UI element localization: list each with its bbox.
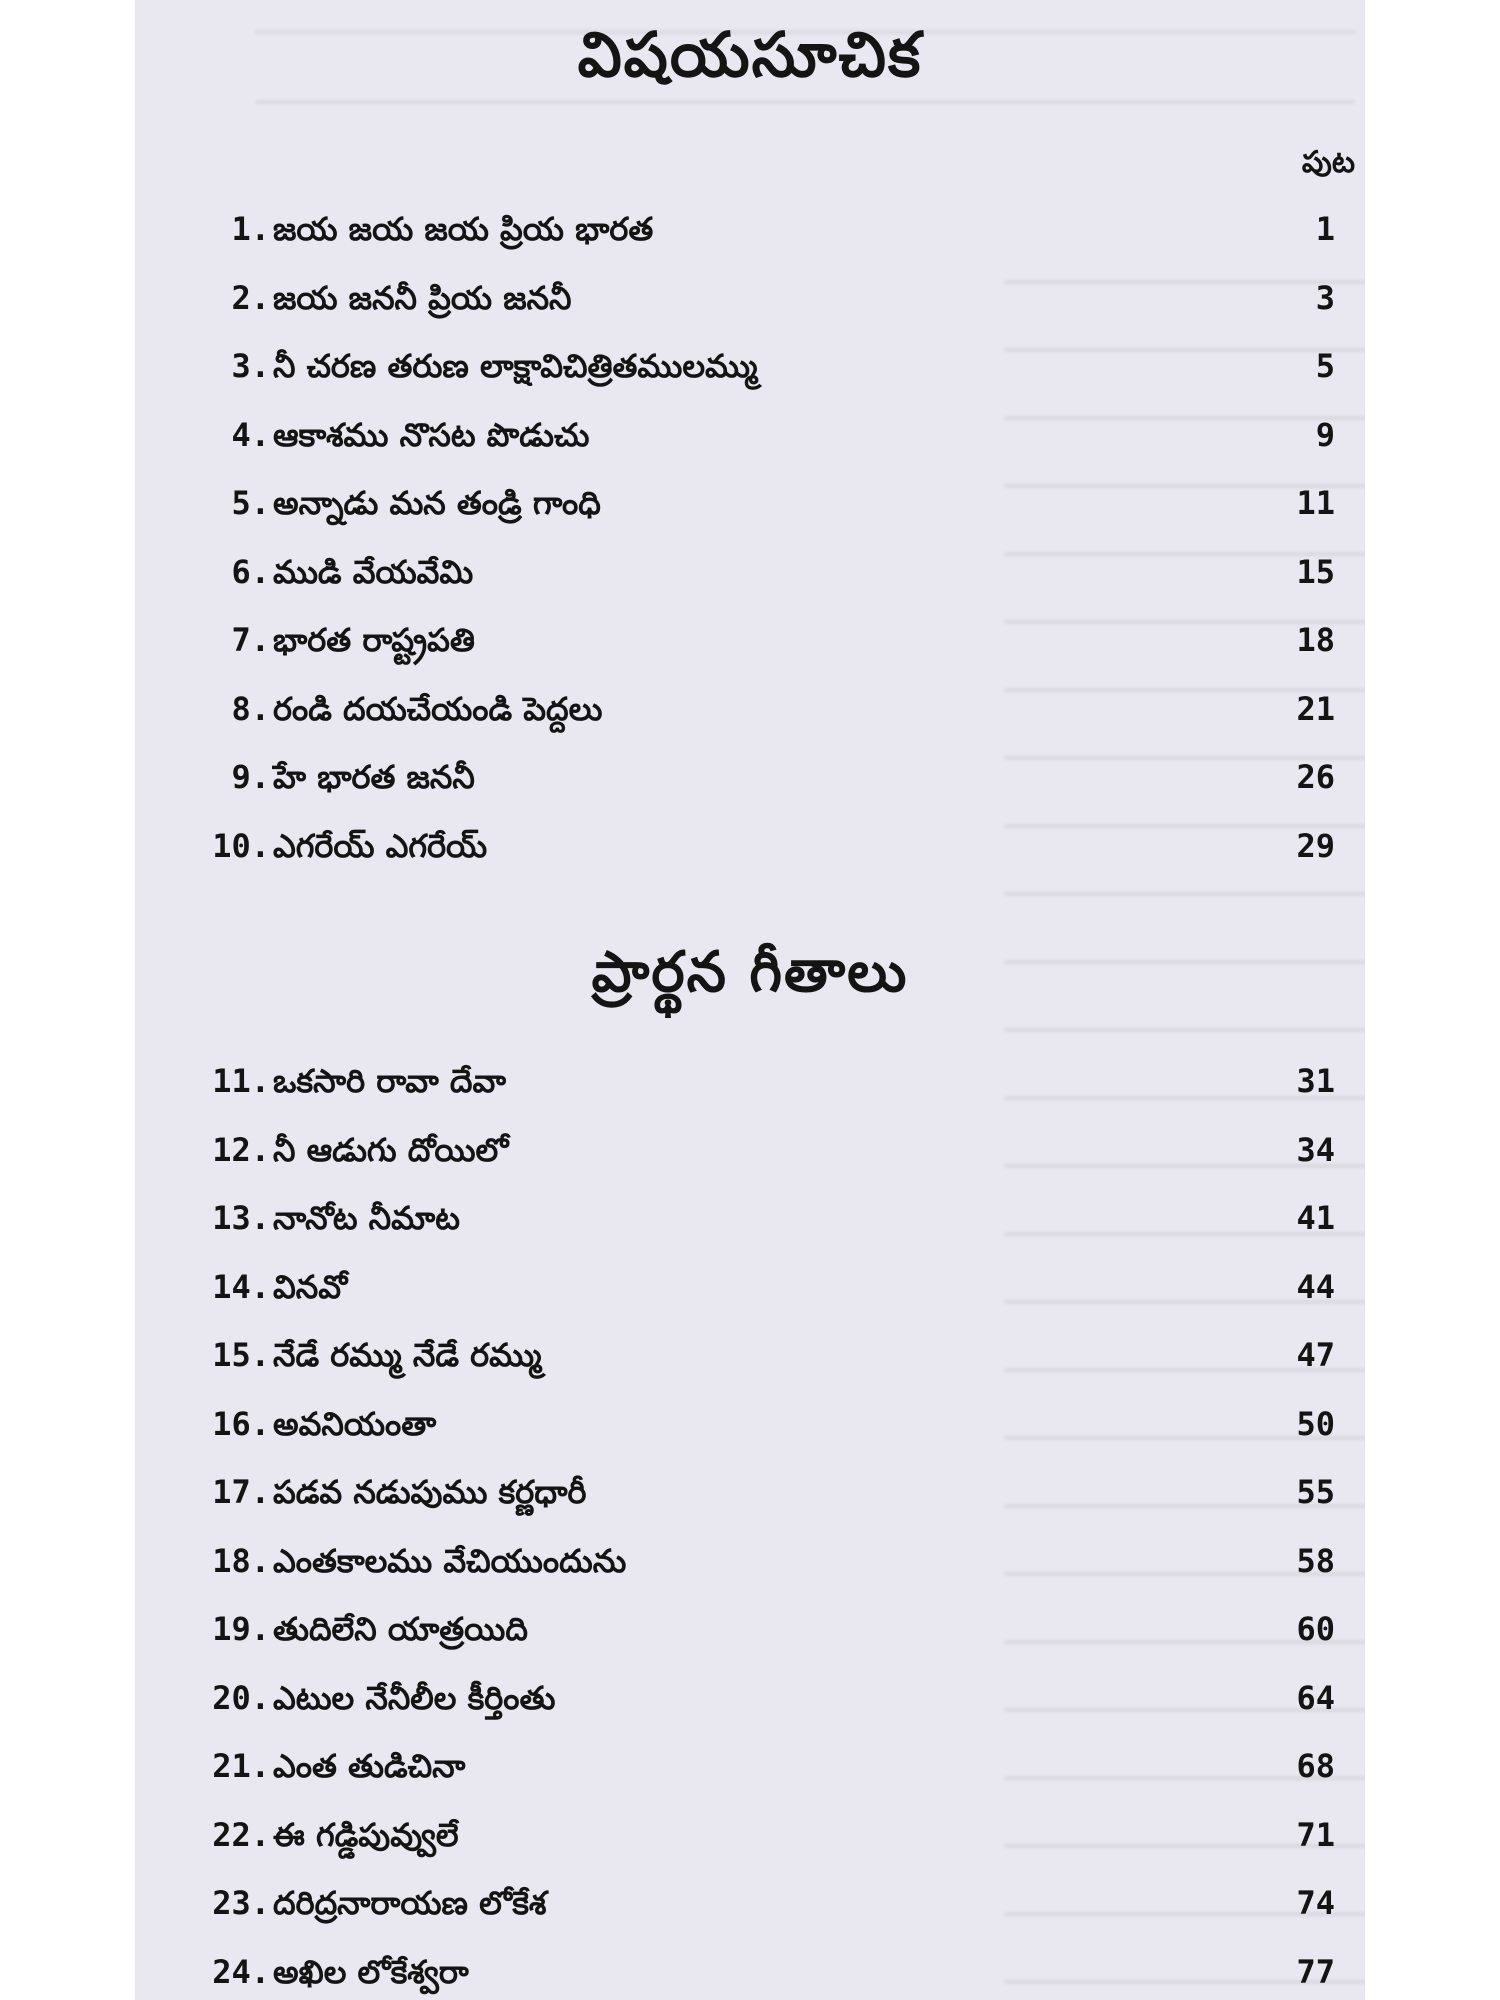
toc-entry (135, 1732, 1365, 1801)
entry-number: 3. (231, 347, 270, 385)
entry-number: 18. (212, 1541, 270, 1580)
toc-list-section-2 (135, 1047, 1365, 2000)
toc-entry (135, 1458, 1365, 1527)
entry-title: ఎటుల నేనీలీల కీర్తింతు (273, 1678, 556, 1717)
entry-page: 47 (1296, 1336, 1335, 1374)
entry-page: 29 (1296, 826, 1335, 865)
toc-entry (135, 332, 1365, 401)
toc-entry (135, 1595, 1365, 1664)
entry-number: 17. (212, 1473, 270, 1511)
entry-page: 68 (1296, 1747, 1335, 1785)
section-heading: ప్రార్థన గీతాలు (591, 940, 909, 1005)
entry-number: 22. (212, 1815, 270, 1854)
entry-page: 15 (1296, 552, 1335, 591)
entry-page: 21 (1296, 689, 1335, 728)
entry-title: జయ జయ జయ ప్రియ భారత (273, 210, 654, 248)
entry-title: రండి దయచేయండి పెద్దలు (273, 689, 603, 728)
entry-number: 13. (212, 1199, 270, 1237)
toc-entry (135, 675, 1365, 744)
entry-title: ఒకసారి రావా దేవా (273, 1062, 507, 1100)
entry-page: 58 (1296, 1541, 1335, 1580)
entry-number: 4. (231, 415, 270, 454)
entry-title: ఎంతకాలము వేచియుందును (273, 1541, 627, 1580)
entry-number: 8. (231, 689, 270, 728)
entry-title: ఆకాశము నొసట పొడుచు (273, 415, 590, 454)
entry-number: 14. (212, 1267, 270, 1306)
entry-page: 5 (1315, 347, 1335, 385)
entry-number: 9. (231, 758, 270, 796)
entry-page: 77 (1296, 1952, 1335, 1991)
entry-page: 31 (1296, 1062, 1335, 1100)
entry-title: నీ ఆడుగు దోయిలో (273, 1130, 509, 1169)
toc-entry (135, 1116, 1365, 1185)
entry-title: ముడి వేయవేమి (273, 552, 474, 591)
toc-entry (135, 743, 1365, 812)
entry-number: 23. (212, 1884, 270, 1922)
entry-title: ఈ గడ్డిపువ్వులే (273, 1815, 459, 1854)
entry-page: 3 (1315, 278, 1335, 317)
entry-title: నీ చరణ తరుణ లాక్షావిచిత్రితములమ్ము (273, 347, 758, 385)
toc-entry (135, 1184, 1365, 1253)
entry-number: 5. (231, 484, 270, 522)
entry-page: 74 (1296, 1884, 1335, 1922)
toc-entry (135, 1664, 1365, 1733)
toc-entry (135, 264, 1365, 333)
entry-page: 44 (1296, 1267, 1335, 1306)
entry-title: వినవో (273, 1267, 348, 1306)
toc-entry (135, 469, 1365, 538)
entry-number: 7. (231, 621, 270, 659)
toc-entry (135, 606, 1365, 675)
entry-number: 24. (212, 1952, 270, 1991)
entry-number: 15. (212, 1336, 270, 1374)
entry-number: 11. (212, 1062, 270, 1100)
page-title: విషయసూచిక (577, 18, 923, 91)
entry-page: 41 (1296, 1199, 1335, 1237)
entry-page: 64 (1296, 1678, 1335, 1717)
toc-entry (135, 1390, 1365, 1459)
entry-title: నేడే రమ్ము నేడే రమ్ము (273, 1336, 542, 1374)
toc-entry (135, 401, 1365, 470)
entry-number: 20. (212, 1678, 270, 1717)
toc-entry (135, 195, 1365, 264)
entry-title: హే భారత జననీ (273, 758, 475, 796)
entry-page: 11 (1296, 484, 1335, 522)
book-page (135, 0, 1365, 2000)
page-column-label: పుట (1301, 145, 1355, 180)
entry-page: 34 (1296, 1130, 1335, 1169)
entry-title: అఖిల లోకేశ్వరా (273, 1952, 469, 1991)
entry-page: 55 (1296, 1473, 1335, 1511)
entry-number: 6. (231, 552, 270, 591)
entry-title: జయ జననీ ప్రియ జననీ (273, 278, 572, 317)
toc-entry (135, 1869, 1365, 1938)
entry-title: పడవ నడుపుము కర్ణధారీ (273, 1473, 587, 1511)
entry-number: 21. (212, 1747, 270, 1785)
entry-title: తుదిలేని యాత్రయిది (273, 1610, 528, 1648)
entry-number: 10. (212, 826, 270, 865)
toc-entry (135, 1047, 1365, 1116)
entry-page: 71 (1296, 1815, 1335, 1854)
entry-number: 19. (212, 1610, 270, 1648)
entry-title: అవనియంతా (273, 1404, 437, 1443)
entry-page: 50 (1296, 1404, 1335, 1443)
entry-title: నానోట నీమాట (273, 1199, 460, 1237)
entry-title: ఎంత తుడిచినా (273, 1747, 466, 1785)
entry-number: 2. (231, 278, 270, 317)
entry-page: 60 (1296, 1610, 1335, 1648)
entry-number: 12. (212, 1130, 270, 1169)
entry-title: భారత రాష్ట్రపతి (273, 621, 475, 659)
toc-entry (135, 1253, 1365, 1322)
entry-title: ఎగరేయ్ ఎగరేయ్ (273, 826, 488, 865)
entry-page: 9 (1315, 415, 1335, 454)
entry-page: 18 (1296, 621, 1335, 659)
toc-entry (135, 812, 1365, 881)
toc-entry (135, 1321, 1365, 1390)
toc-entry (135, 1938, 1365, 2000)
entry-title: దరిద్రనారాయణ లోకేశ (273, 1884, 547, 1922)
toc-list-section-1 (135, 195, 1365, 880)
toc-entry (135, 538, 1365, 607)
entry-number: 1. (231, 210, 270, 248)
toc-entry (135, 1801, 1365, 1870)
entry-title: అన్నాడు మన తండ్రి గాంధి (273, 484, 601, 522)
entry-number: 16. (212, 1404, 270, 1443)
entry-page: 26 (1296, 758, 1335, 796)
toc-entry (135, 1527, 1365, 1596)
entry-page: 1 (1315, 210, 1335, 248)
